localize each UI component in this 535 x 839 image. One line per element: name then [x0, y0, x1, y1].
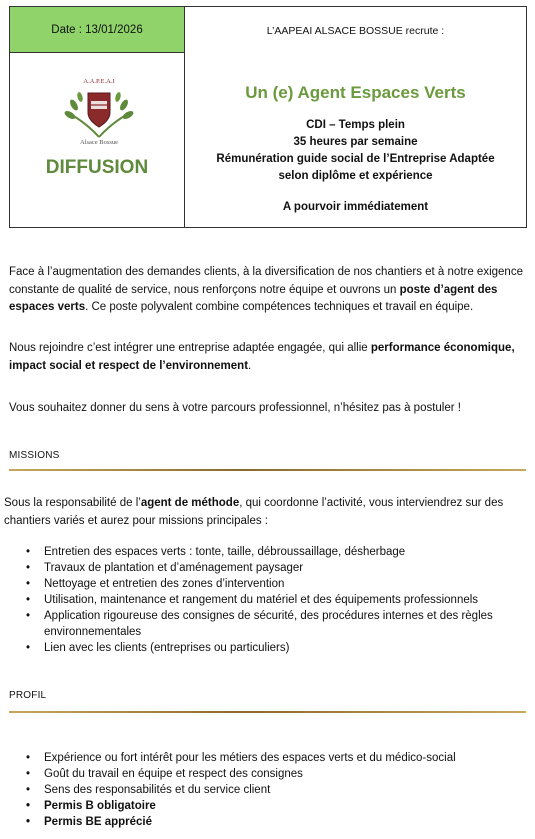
list-item: • Sens des responsabilités et du service client — [20, 782, 520, 798]
missions-title: MISSIONS — [9, 450, 60, 461]
missions-intro — [4, 495, 526, 530]
intro-paragraph-1 — [9, 264, 523, 317]
header-table — [9, 6, 527, 228]
aapeai-logo — [60, 75, 138, 145]
logo-bottom-text: Alsace Bossue — [79, 139, 119, 145]
intro-p2-b: performance économique, impact social et respect de l’environnement — [9, 342, 515, 372]
intro-p2-c: . — [248, 359, 252, 372]
job-title: Un (e) Agent Espaces Verts — [245, 83, 466, 102]
profil-divider — [9, 711, 526, 713]
date-cell — [10, 7, 184, 53]
detail-hours: 35 heures par semaine — [293, 136, 418, 148]
header-left-column — [10, 7, 185, 227]
recruit-line: L’AAPEAI ALSACE BOSSUE recrute : — [266, 25, 445, 37]
availability: A pourvoir immédiatement — [282, 201, 429, 213]
list-item: • Expérience ou fort intérêt pour les métiers des espaces verts et du médico-social — [20, 750, 520, 766]
intro-p1-a: Face à l’augmentation des demandes clients, à la diversification de nos chantiers et à notre exigence constante de qualité de service, nous renforçons notre équipe et ouvrons un — [9, 266, 523, 296]
header-right-column — [185, 7, 526, 227]
logo-top-text: A.A.P.E.A.I — [83, 78, 115, 85]
list-item: • Nettoyage et entretien des zones d’intervention — [20, 576, 520, 592]
intro-p1-c: . Ce poste polyvalent combine compétences techniques et travail en équipe. — [85, 301, 474, 313]
diffusion-label: DIFFUSION — [45, 157, 149, 178]
list-item: • Goût du travail en équipe et respect des consignes — [20, 766, 520, 782]
missions-intro-c: , qui coordonne l’activité, vous interviendrez sur des chantiers variés et aurez pour missions principales : — [4, 497, 504, 527]
detail-salary-basis: selon diplôme et expérience — [278, 170, 433, 182]
list-item: • Application rigoureuse des consignes de sécurité, des procédures internes et des règles environnementales — [20, 608, 520, 640]
date-text: Date : 13/01/2026 — [51, 23, 143, 36]
intro-p2-a: Nous rejoindre c’est intégrer une entreprise adaptée engagée, qui allie — [9, 342, 371, 354]
intro-paragraph-3: Vous souhaitez donner du sens à votre parcours professionnel, n’hésitez pas à postuler ! — [9, 402, 461, 414]
missions-intro-b: agent de méthode — [140, 497, 240, 509]
missions-intro-a: Sous la responsabilité de l’ — [4, 497, 141, 509]
profil-list — [20, 750, 520, 830]
profil-title: PROFIL — [9, 690, 47, 701]
list-item: • Lien avec les clients (entreprises ou particuliers) — [20, 640, 520, 656]
missions-divider — [9, 469, 526, 471]
intro-p1-b: poste d’agent des espaces verts — [9, 283, 498, 313]
detail-salary: Rémunération guide social de l’Entreprise Adaptée — [216, 153, 495, 165]
list-item: • Utilisation, maintenance et rangement du matériel et des équipements professionnels — [20, 592, 520, 608]
list-item: • Entretien des espaces verts : tonte, taille, débroussaillage, désherbage — [20, 544, 520, 560]
job-details — [185, 117, 526, 185]
missions-list — [20, 544, 520, 656]
detail-contract: CDI – Temps plein — [306, 119, 405, 131]
list-item: • Travaux de plantation et d’aménagement paysager — [20, 560, 520, 576]
list-item: • Permis B obligatoire — [20, 798, 520, 814]
list-item: • Permis BE apprécié — [20, 814, 520, 830]
intro-paragraph-2 — [9, 340, 523, 375]
